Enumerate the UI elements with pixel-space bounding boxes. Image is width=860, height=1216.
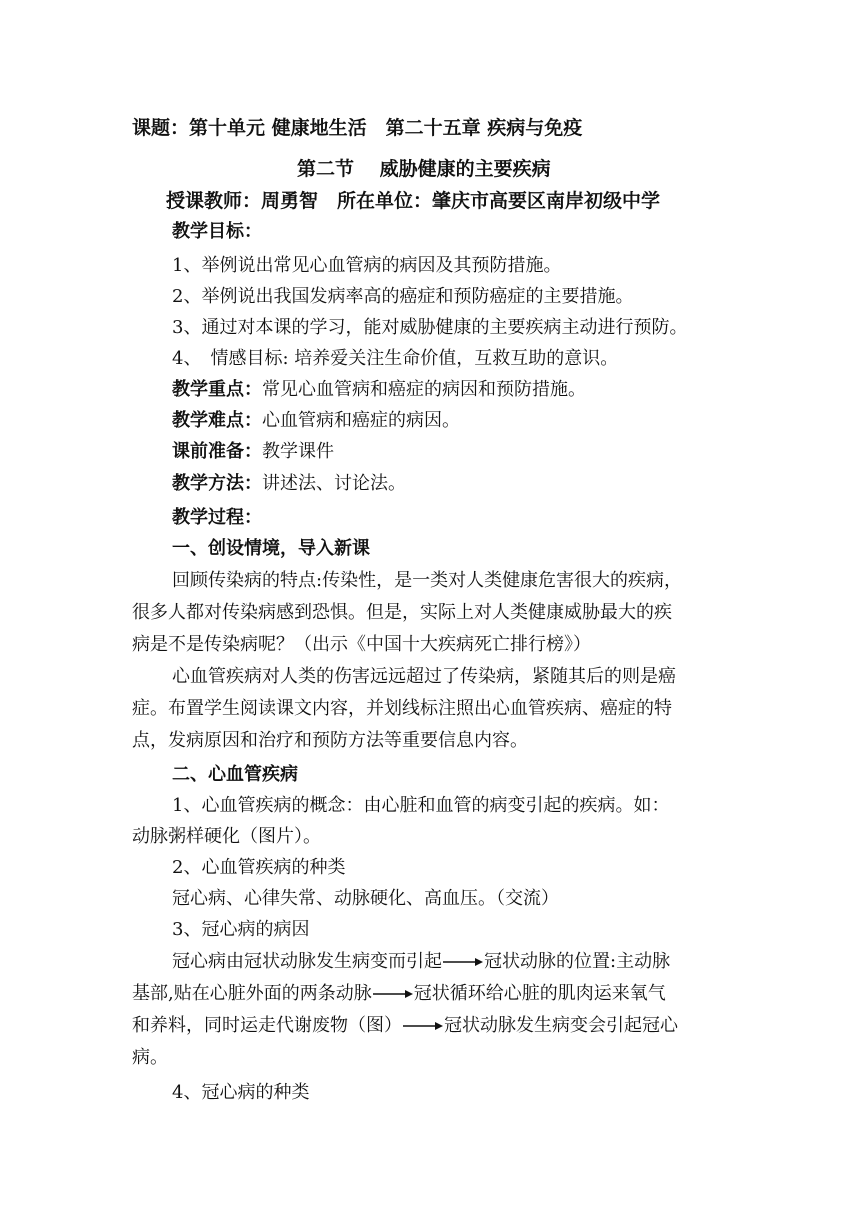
meta-difficulties [172,407,860,435]
part2-s4-heading: 4、冠心病的种类 [172,1082,310,1103]
part2-s3-line1 [172,948,860,976]
meta-label: 教学重点： [172,379,262,400]
arrow-right-icon [403,1021,443,1031]
part2-s2-heading: 2、心血管疾病的种类 [172,857,346,878]
part2-s3-heading: 3、冠心病的病因 [172,919,310,940]
process-heading: 教学过程： [172,507,262,528]
meta-preparation [172,438,860,466]
part1-p1-line: 回顾传染病的特点:传染性，是一类对人类健康危害很大的疾病， [172,570,683,591]
meta-methods [172,470,860,498]
text-span: 冠状动脉的位置:主动脉 [484,951,671,972]
objective-item-2: 2、举例说出我国发病率高的癌症和预防癌症的主要措施。 [172,286,634,307]
meta-label: 课前准备： [172,441,262,462]
part1-p2-line: 症。布置学生阅读课文内容，并划线标注照出心血管疾病、癌症的特 [132,698,672,719]
objective-item-3: 3、通过对本课的学习，能对威胁健康的主要疾病主动进行预防。 [172,317,688,338]
part2-s1-line: 1、心血管疾病的概念：由心脏和血管的病变引起的疾病。如： [172,795,670,816]
meta-value: 讲述法、讨论法。 [262,473,406,494]
text-span: 冠状动脉发生病变会引起冠心 [444,1015,678,1036]
meta-key-points [172,376,860,404]
part2-s3-line3 [132,1012,860,1040]
objective-item-4: 4、 情感目标: 培养爱关注生命价值，互救互助的意识。 [172,348,619,369]
part1-p2-line: 心血管疾病对人类的伤害远远超过了传染病，紧随其后的则是癌 [172,666,676,687]
teacher-line: 授课教师：周勇智 所在单位：肇庆市高要区南岸初级中学 [166,190,661,212]
part1-heading: 一、创设情境，导入新课 [172,538,370,559]
arrow-right-icon [373,989,413,999]
part2-s1-line: 动脉粥样硬化（图片）。 [132,826,321,847]
text-span: 冠心病由冠状动脉发生病变而引起 [172,951,442,972]
meta-value: 常见心血管病和癌症的病因和预防措施。 [262,379,586,400]
meta-value: 教学课件 [262,441,334,462]
arrow-right-icon [443,957,483,967]
part1-p2-line: 点，发病原因和治疗和预防方法等重要信息内容。 [132,730,528,751]
meta-value: 心血管病和癌症的病因。 [262,410,460,431]
part2-s3-line2 [132,980,860,1008]
course-title: 课题：第十单元 健康地生活 第二十五章 疾病与免疫 [132,117,583,139]
objective-item-1: 1、举例说出常见心血管病的病因及其预防措施。 [172,255,562,276]
objectives-heading: 教学目标： [172,221,262,242]
text-span: 基部,贴在心脏外面的两条动脉 [132,983,372,1004]
part2-heading: 二、心血管疾病 [172,764,298,785]
part2-s3-line4: 病。 [132,1047,168,1068]
part2-s2-body: 冠心病、心律失常、动脉硬化、高血压。（交流） [172,888,559,909]
meta-label: 教学难点： [172,410,262,431]
text-span: 冠状循环给心脏的肌肉运来氧气 [413,983,666,1004]
section-title: 第二节 威胁健康的主要疾病 [297,158,551,180]
text-span: 和养料，同时运走代谢废物（图） [132,1015,402,1036]
part1-p1-line: 病是不是传染病呢？（出示《中国十大疾病死亡排行榜》） [132,634,591,655]
meta-label: 教学方法： [172,473,262,494]
part1-p1-line: 很多人都对传染病感到恐惧。但是，实际上对人类健康威胁最大的疾 [132,602,672,623]
